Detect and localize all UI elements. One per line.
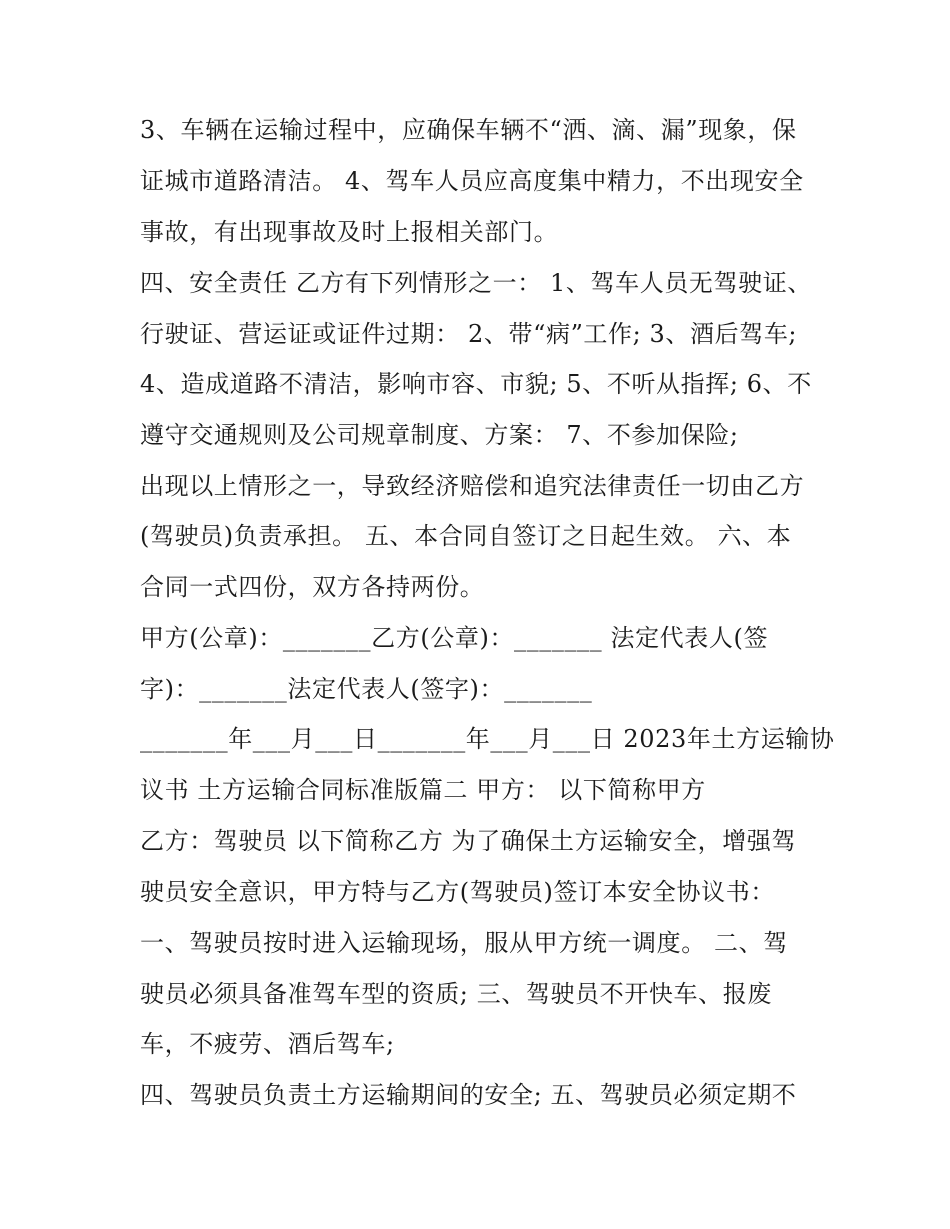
text-line: 出现以上情形之一，导致经济赔偿和追究法律责任一切由乙方 xyxy=(140,472,805,500)
text-line: 驶员必须具备准驾车型的资质; 三、驾驶员不开快车、报废 xyxy=(140,980,772,1008)
text-line: (驾驶员)负责承担。 五、本合同自签订之日起生效。 六、本 xyxy=(140,522,792,550)
text-line: 四、驾驶员负责土方运输期间的安全; 五、驾驶员必须定期不 xyxy=(140,1081,797,1109)
text-line: 甲方(公章)：_______乙方(公章)：_______ 法定代表人(签 xyxy=(140,624,769,652)
text-line: 4、造成道路不清洁，影响市容、市貌; 5、不听从指挥; 6、不 xyxy=(140,370,812,398)
text-line: 车，不疲劳、酒后驾车; xyxy=(140,1030,395,1058)
text-line: 证城市道路清洁。 4、驾车人员应高度集中精力，不出现安全 xyxy=(140,167,804,195)
text-line: 事故，有出现事故及时上报相关部门。 xyxy=(140,218,559,246)
text-line: 合同一式四份，双方各持两份。 xyxy=(140,573,485,601)
text-line: 四、安全责任 乙方有下列情形之一： 1、驾车人员无驾驶证、 xyxy=(140,269,812,297)
text-line: 行驶证、营运证或证件过期： 2、带“病”工作; 3、酒后驾车; xyxy=(140,320,798,348)
text-line: 3、车辆在运输过程中，应确保车辆不“洒、滴、漏”现象，保 xyxy=(140,116,797,144)
text-line: _______年___月___日_______年___月___日 2023年土方运输协 xyxy=(140,725,835,753)
text-line: 驶员安全意识，甲方特与乙方(驾驶员)签订本安全协议书： xyxy=(140,878,775,906)
text-line: 议书 土方运输合同标准版篇二 甲方： 以下简称甲方 xyxy=(140,776,706,804)
text-line: 乙方：驾驶员 以下简称乙方 为了确保土方运输安全，增强驾 xyxy=(140,827,797,855)
text-line: 遵守交通规则及公司规章制度、方案： 7、不参加保险; xyxy=(140,421,739,449)
text-line: 一、驾驶员按时进入运输现场，服从甲方统一调度。 二、驾 xyxy=(140,929,788,957)
text-line: 字)：_______法定代表人(签字)：_______ xyxy=(140,675,593,703)
